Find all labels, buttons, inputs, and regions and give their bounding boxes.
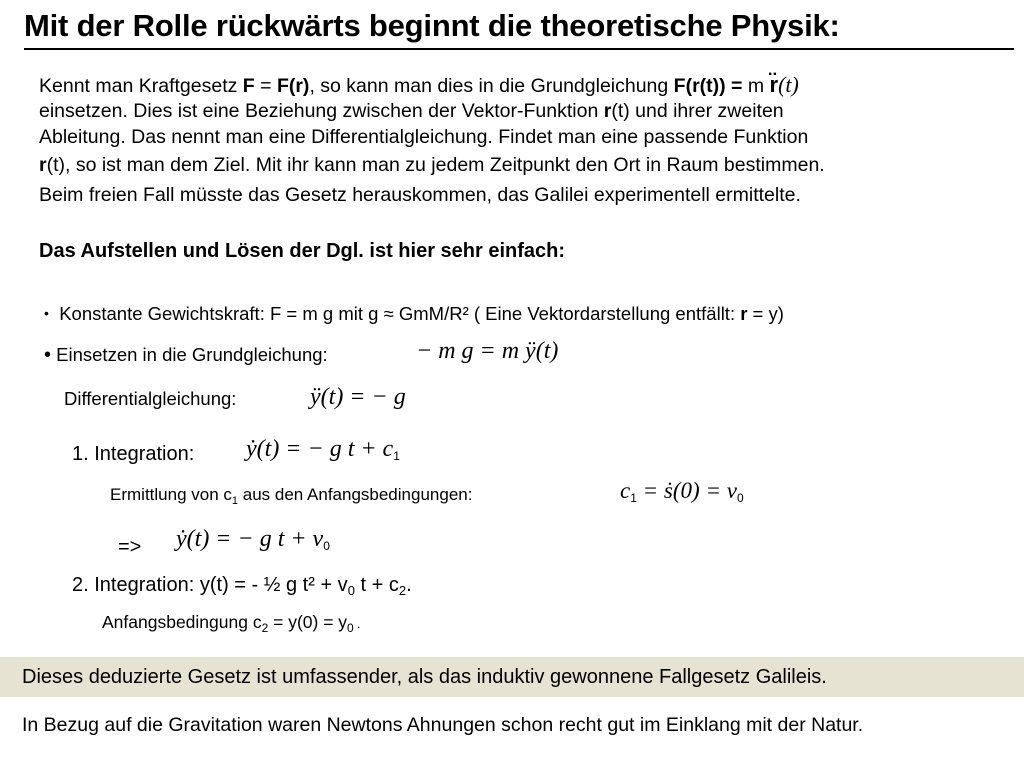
intro-text: (t) und ihrer zweiten [611,100,784,122]
intro-line-5: Beim freien Fall müsste das Gesetz herauskommen, das Galilei experimentell ermittelte. [39,184,801,206]
label-subscript: 1 [231,495,239,507]
intro-text: (t), so ist man dem Ziel. Mit ihr kann man zu jedem Zeitpunkt den Ort in Raum bestimmen. [46,154,825,176]
section-heading: Das Aufstellen und Lösen der Dgl. ist hier sehr einfach: [39,240,566,262]
label-text: . [406,574,412,596]
intro-text: , so kann man dies in die Grundgleichung [309,75,674,97]
anfangsbedingung-label [102,612,360,635]
dgl-formula: ÿ(t) = − g [310,384,406,410]
force-of-time: F(r(t)) = [673,75,748,97]
formula-subscript: 1 [393,449,400,463]
force-function: F(r) [276,75,310,97]
force-symbol: F [242,75,255,97]
position-vector: r [39,154,47,176]
integration-1-formula [246,436,400,463]
integration-1-label: 1. Integration: [72,443,195,465]
formula-text: c [620,478,631,503]
label-text: 2. Integration: y(t) = - ½ g t² + v [72,574,348,596]
formula-subscript: 0 [323,539,330,553]
dgl-label: Differentialgleichung: [64,388,237,409]
position-vector: r [603,100,612,122]
label-text: . [353,617,361,631]
bullet-gravity-force [44,303,784,325]
label-text: aus den Anfangsbedingungen: [238,485,473,504]
c1-formula [620,478,744,505]
equals-sign: = [254,75,277,97]
bullet-text: Einsetzen in die Grundgleichung: [56,344,328,365]
bullet-text: = y) [747,303,784,324]
intro-text: einsetzen. Dies ist eine Beziehung zwischen der Vektor-Funktion [39,100,604,122]
footer-text: In Bezug auf die Gravitation waren Newtons Ahnungen schon recht gut im Einklang mit der Natur. [22,714,864,736]
formula-subscript: 0 [736,491,744,505]
integration-2-label [72,574,412,598]
intro-line-3: Ableitung. Das nennt man eine Differentialgleichung. Findet man eine passende Funktion [39,126,809,148]
time-argument: (t) [778,72,799,97]
ermittlung-label [110,485,472,507]
formula-text: = ṡ(0) = v [636,478,737,503]
bullet-dot: • [44,344,52,366]
label-text: t + c [354,574,399,596]
label-subscript: 2 [398,583,407,598]
intro-line-2 [39,98,784,124]
bullet-dot: • [44,305,49,321]
label-subscript: 0 [347,583,355,598]
position-vector: r [740,303,748,324]
intro-line-1 [39,72,799,99]
summary-text: Dieses deduzierte Gesetz ist umfassender, als das induktiv gewonnene Fallgesetz Galileis. [22,666,827,688]
label-text: Anfangsbedingung c [102,612,262,632]
formula-text: ẏ(t) = − g t + c [246,436,394,462]
mass-symbol: m [747,75,770,97]
bullet-text: Konstante Gewichtskraft: F = m g mit g ≈ GmM/R² ( Eine Vektordarstellung entfällt: [59,303,741,324]
label-text: Ermittlung von c [110,485,232,504]
page-title: Mit der Rolle rückwärts beginnt die theoretische Physik: [24,6,1014,50]
label-subscript: 2 [261,621,269,635]
newton-equation: − m g = m ÿ(t) [416,338,559,364]
label-text: = y(0) = y [268,612,348,632]
acceleration-vector: r̈ [769,72,779,97]
intro-text: Kennt man Kraftgesetz [39,75,243,97]
intro-line-4 [39,152,825,178]
formula-subscript: 1 [630,491,637,505]
label-subscript: 0 [347,621,354,635]
velocity-formula [176,526,330,553]
bullet-insert-equation [44,344,328,367]
implies-arrow: => [118,536,142,558]
formula-text: ẏ(t) = − g t + v [176,526,324,552]
